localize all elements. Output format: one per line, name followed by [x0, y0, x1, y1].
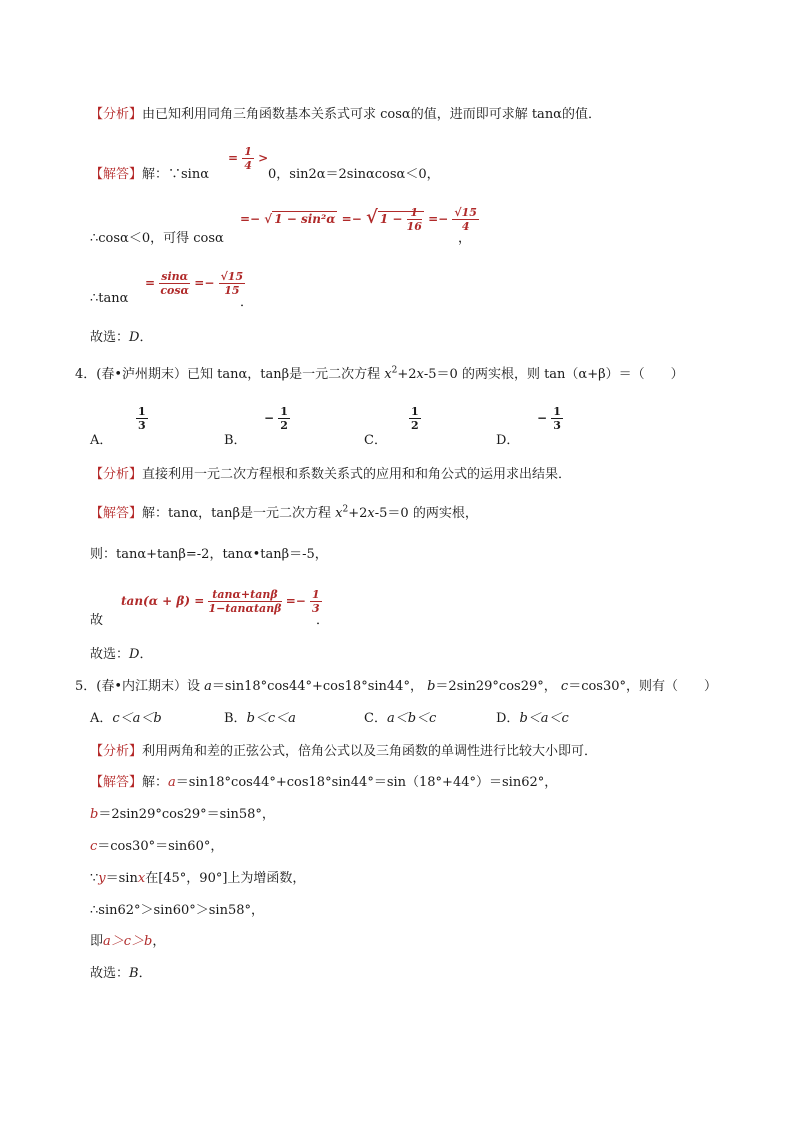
answer-letter: D: [129, 647, 140, 662]
b-value: ＝2sin29°cos29°，: [435, 679, 557, 694]
q3-solution-line1-post: 0，sin2α＝2sinαcosα＜0，: [268, 167, 440, 182]
var-x: x: [416, 367, 424, 382]
num: 1: [553, 405, 561, 418]
answer-letter: B: [129, 966, 139, 981]
den: 1−tanαtanβ: [208, 602, 282, 615]
option-text: b＜a＜c: [519, 711, 569, 726]
stem-post: -5＝0 的两实根，则 tan（α+β）＝（ ）: [423, 367, 684, 382]
q5-solution-line5: ∴sin62°＞sin60°＞sin58°，: [90, 903, 265, 918]
answer-label: 故选：: [90, 647, 130, 662]
solution-tag: 【解答】: [90, 506, 143, 521]
num: √15: [454, 206, 477, 219]
rest: ＝cos30°＝sin60°，: [97, 839, 224, 854]
option-label: C．: [364, 711, 387, 726]
q4-option-a-label[interactable]: A．: [90, 433, 113, 448]
solution-tag: 【解答】: [90, 167, 143, 182]
q3-analysis: [90, 103, 601, 122]
eq: =−: [194, 276, 215, 290]
q4-option-d-value[interactable]: [537, 405, 563, 432]
num: 1: [311, 588, 320, 601]
fraction: [208, 588, 281, 615]
num: tanα+tanβ: [208, 588, 281, 602]
q4-option-d-label[interactable]: D．: [496, 433, 520, 448]
q3-tan-expression: [145, 270, 245, 297]
answer-post: ．: [139, 647, 153, 662]
q5-answer: [90, 962, 152, 981]
den: 3: [138, 419, 146, 432]
rest: 在[45°，90°]上为增函数，: [145, 871, 306, 886]
eq: =−: [428, 212, 449, 226]
var-c: c: [90, 839, 98, 854]
rest: ＝2sin29°cos29°＝sin58°，: [98, 807, 275, 822]
option-text: b＜c＜a: [246, 711, 296, 726]
lhs: tan(α + β) =: [121, 594, 205, 608]
var-x: x: [384, 367, 392, 382]
text: 解：tanα，tanβ是一元二次方程: [142, 506, 332, 521]
analysis-tag: 【分析】: [90, 744, 143, 759]
q3-answer: [90, 326, 152, 345]
q4-analysis: [90, 463, 571, 482]
option-text: a＜b＜c: [386, 711, 437, 726]
analysis-text: 直接利用一元二次方程根和系数关系式的应用和和角公式的运用求出结果．: [142, 467, 572, 482]
q4-line3-post: ．: [316, 613, 330, 628]
q4-stem: [75, 363, 684, 382]
den: 4: [244, 159, 252, 172]
den: 3: [311, 602, 320, 615]
fraction: [278, 405, 290, 432]
q4-answer: [90, 643, 152, 662]
q3-line3-post: ．: [240, 295, 254, 310]
post: ，: [152, 934, 166, 949]
var-a: a: [168, 775, 176, 790]
var-a: a: [204, 679, 212, 694]
den: 4: [461, 220, 470, 233]
var-x: x: [137, 871, 146, 886]
num: 1: [244, 145, 252, 158]
option-label: D．: [496, 711, 520, 726]
fraction: [159, 270, 190, 297]
sqrt: 1 − sin²α: [274, 212, 336, 226]
q5-solution-line3: [90, 835, 223, 854]
q4-solution-line1: [90, 502, 478, 521]
answer-letter: D: [129, 330, 140, 345]
eq: =−: [285, 594, 306, 608]
fraction: [136, 405, 148, 432]
num: √15: [220, 270, 244, 283]
num: 1: [411, 405, 419, 418]
q4-option-c-value[interactable]: [409, 405, 421, 432]
var-x: x: [335, 506, 343, 521]
pre: 即: [90, 934, 104, 949]
eq: =−: [240, 212, 261, 226]
q5-solution-line4: [90, 867, 305, 886]
q5-stem: [75, 675, 717, 694]
q3-solution-line2: ∴cosα＜0，可得 cosα: [90, 231, 224, 246]
num: 1: [138, 405, 146, 418]
q5-option-b[interactable]: [224, 707, 296, 726]
text: 解：∵sinα: [142, 167, 209, 182]
q5-solution-line1: [90, 771, 557, 790]
q3-sin-value: [228, 145, 268, 172]
a-value: ＝sin18°cos44°+cos18°sin44°，: [211, 679, 423, 694]
q4-option-b-label[interactable]: B．: [224, 433, 247, 448]
answer-post: ．: [139, 330, 153, 345]
den: 2: [280, 419, 288, 432]
stem-text: 4．(春•泸州期末）已知 tanα，tanβ是一元二次方程: [75, 367, 381, 382]
analysis-text: 利用两角和差的正弦公式，倍角公式以及三角函数的单调性进行比较大小即可．: [142, 744, 598, 759]
sup: 2: [391, 365, 398, 376]
stem-mid: +2: [397, 367, 417, 382]
var-b: b: [90, 807, 99, 822]
var-y: y: [98, 871, 106, 886]
sign: −: [537, 411, 548, 425]
fraction: [551, 405, 563, 432]
q3-solution-line3: ∴tanα: [90, 291, 129, 306]
sqrt-frac: [378, 206, 424, 233]
gt: >: [258, 151, 269, 165]
c-value: ＝cos30°，则有（ ）: [568, 679, 718, 694]
q4-option-a-value[interactable]: [136, 405, 148, 432]
pre: ∵: [90, 871, 99, 886]
fraction: [407, 206, 422, 233]
fraction: [242, 145, 254, 172]
q3-solution-line1: [90, 163, 209, 182]
one: 1 −: [379, 212, 403, 226]
option-label: A．: [90, 711, 113, 726]
den: 3: [553, 419, 561, 432]
analysis-tag: 【分析】: [90, 107, 143, 122]
sup: 2: [342, 504, 349, 515]
q3-line2-post: ，: [458, 231, 472, 246]
fraction: [409, 405, 421, 432]
q5-analysis: [90, 740, 597, 759]
q4-tan-sum-expression: [121, 588, 322, 615]
q5-option-d[interactable]: [496, 707, 569, 726]
var-b: b: [427, 679, 436, 694]
den: 15: [224, 284, 240, 297]
var-x: x: [367, 506, 375, 521]
option-text: c＜a＜b: [112, 711, 162, 726]
option-label: B．: [224, 711, 247, 726]
q5-solution-line2: [90, 803, 275, 822]
analysis-text: 由已知利用同角三角函数基本关系式可求 cosα的值，进而即可求解 tanα的值．: [142, 107, 601, 122]
stem-text: 5．(春•内江期末）设: [75, 679, 201, 694]
num: 1: [280, 405, 288, 418]
q3-cos-expression: =− √ 1 − sin²α =− √ 1 − $\frac{1}{16}$ =− $\frac{√15}{4}$: [240, 206, 477, 233]
post: -5＝0 的两实根，: [374, 506, 478, 521]
eq: =−: [341, 212, 362, 226]
q4-solution-line2: 则：tanα+tanβ=-2，tanα•tanβ＝-5，: [90, 547, 328, 562]
num: 1: [407, 206, 422, 220]
analysis-tag: 【分析】: [90, 467, 143, 482]
den: 2: [411, 419, 419, 432]
den: cosα: [160, 284, 190, 297]
answer-post: ．: [138, 966, 152, 981]
expr: a＞c＞b: [103, 934, 153, 949]
q4-option-b-value[interactable]: [264, 405, 290, 432]
sign: −: [264, 411, 275, 425]
mid: +2: [348, 506, 368, 521]
answer-label: 故选：: [90, 966, 130, 981]
q5-solution-line6: [90, 930, 165, 949]
answer-label: 故选：: [90, 330, 130, 345]
solution-tag: 【解答】: [90, 775, 143, 790]
q5-option-c[interactable]: [364, 707, 436, 726]
eq: =: [228, 151, 239, 165]
q4-option-c-label[interactable]: C．: [364, 433, 387, 448]
num: sinα: [161, 270, 189, 283]
q4-solution-line3-pre: 故: [90, 613, 104, 628]
q5-option-a[interactable]: [90, 707, 162, 726]
text: 解：: [142, 775, 169, 790]
mid: ＝sin: [105, 871, 138, 886]
rest: ＝sin18°cos44°+cos18°sin44°＝sin（18°+44°）＝sin62°，: [175, 775, 558, 790]
eq: =: [145, 276, 156, 290]
var-c: c: [560, 679, 569, 694]
den: 16: [406, 220, 422, 233]
